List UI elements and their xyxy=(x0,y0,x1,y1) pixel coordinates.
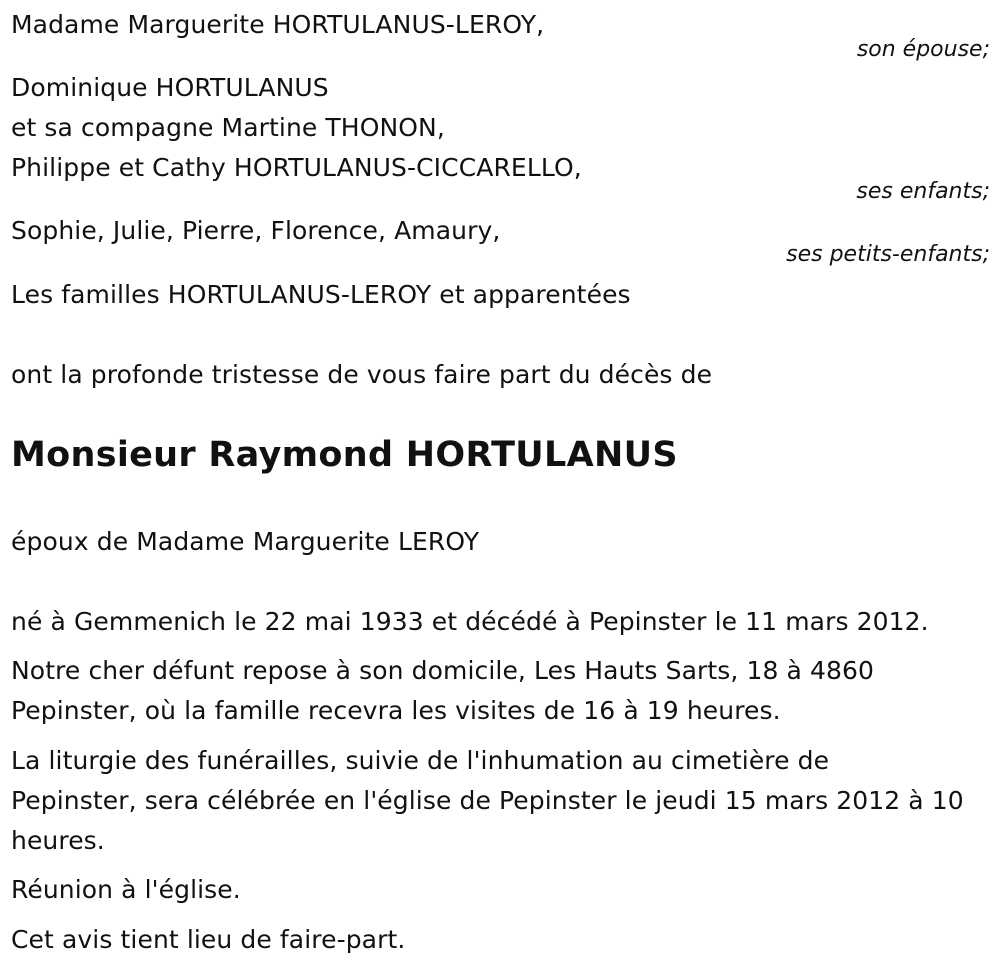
grandchildren-role: ses petits-enfants; xyxy=(786,242,990,267)
spouse-role: son épouse; xyxy=(856,37,990,62)
announcement-text: ont la profonde tristesse de vous faire part du décès de xyxy=(11,360,713,389)
birth-death-line: né à Gemmenich le 22 mai 1933 et décédé à Pepinster le 11 mars 2012. xyxy=(11,607,929,636)
child-line: et sa compagne Martine THONON, xyxy=(11,113,445,142)
notice-line: Cet avis tient lieu de faire-part. xyxy=(11,925,406,954)
gathering-line: Réunion à l'église. xyxy=(11,875,241,904)
grandchildren-names: Sophie, Julie, Pierre, Florence, Amaury, xyxy=(11,216,501,245)
extended-families: Les familles HORTULANUS-LEROY et apparentées xyxy=(11,280,631,309)
spouse-of: époux de Madame Marguerite LEROY xyxy=(11,527,480,556)
funeral-line: heures. xyxy=(11,826,105,855)
children-role: ses enfants; xyxy=(856,179,990,204)
child-line: Philippe et Cathy HORTULANUS-CICCARELLO, xyxy=(11,153,582,182)
spouse-name: Madame Marguerite HORTULANUS-LEROY, xyxy=(11,10,545,39)
child-line: Dominique HORTULANUS xyxy=(11,73,329,102)
funeral-line: La liturgie des funérailles, suivie de l'inhumation au cimetière de xyxy=(11,746,830,775)
visitation-line: Pepinster, où la famille recevra les visites de 16 à 19 heures. xyxy=(11,696,781,725)
deceased-name: Monsieur Raymond HORTULANUS xyxy=(11,435,678,475)
funeral-line: Pepinster, sera célébrée en l'église de Pepinster le jeudi 15 mars 2012 à 10 xyxy=(11,786,964,815)
visitation-line: Notre cher défunt repose à son domicile, Les Hauts Sarts, 18 à 4860 xyxy=(11,656,875,685)
